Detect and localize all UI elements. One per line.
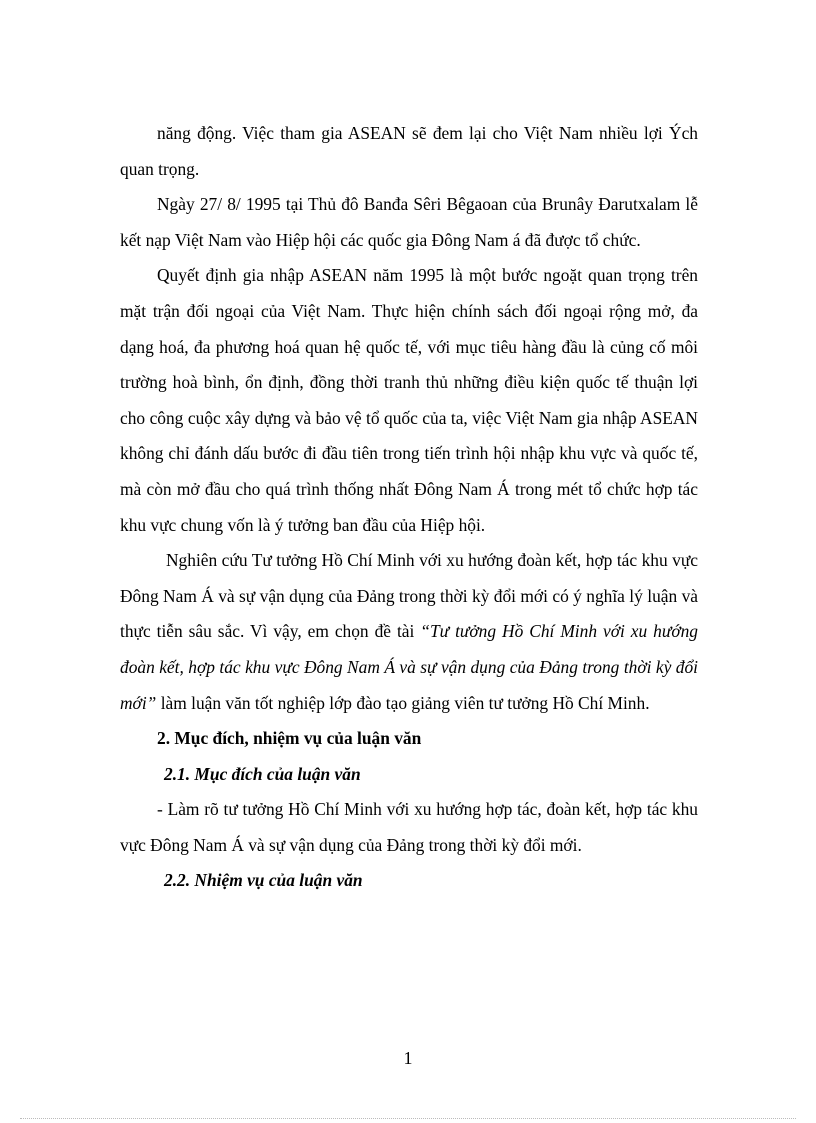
paragraph-thesis-topic <box>120 543 698 721</box>
page-number: 1 <box>403 1048 413 1068</box>
paragraph-admission-ceremony: Ngày 27/ 8/ 1995 tại Thủ đô Banđa Sêri Bêgaoan của Brunây Đarutxalam lễ kết nạp Việt Nam vào Hiệp hội các quốc gia Đông Nam á đã được tổ chức. <box>120 194 698 250</box>
thesis-intro-text: Nghiên cứu Tư tưởng Hồ Chí Minh với xu hướng đoàn kết, hợp tác khu vực Đông Nam Á và sự vận dụng của Đảng trong thời kỳ đổi mới có ý nghĩa lý luận và thực tiễn sâu sắc. Vì vậy, em chọn đề tài <box>120 550 698 642</box>
thesis-outro-text: làm luận văn tốt nghiệp lớp đào tạo giảng viên tư tưởng Hồ Chí Minh. <box>156 692 650 713</box>
page-body <box>120 116 698 899</box>
section-2-2-heading: 2.2. Nhiệm vụ của luận văn <box>164 870 363 891</box>
section-2-1-heading: 2.1. Mục đích của luận văn <box>164 763 361 784</box>
paragraph-asean-benefits: năng động. Việc tham gia ASEAN sẽ đem lại cho Việt Nam nhiều lợi Ých quan trọng. <box>120 123 698 179</box>
thesis-title: “Tư tưởng Hồ Chí Minh với xu hướng đoàn kết, hợp tác khu vực Đông Nam Á và sự vận dụng của Đảng trong thời kỳ đổi mới” <box>120 621 698 713</box>
paragraph-asean-decision: Quyết định gia nhập ASEAN năm 1995 là một bước ngoặt quan trọng trên mặt trận đối ngoại của Việt Nam. Thực hiện chính sách đối ngoại rộng mở, đa dạng hoá, đa phương hoá quan hệ quốc tế, với mục tiêu hàng đầu là củng cố môi trường hoà bình, ổn định, đồng thời tranh thủ những điều kiện quốc tế thuận lợi cho công cuộc xây dựng và bảo vệ tổ quốc của ta, việc Việt Nam gia nhập ASEAN không chỉ đánh dấu bước đi đầu tiên trong tiến trình hội nhập khu vực và quốc tế, mà còn mở đầu cho quá trình thống nhất Đông Nam Á trong mét tổ chức hợp tác khu vực chung vốn là ý tưởng ban đầu của Hiệp hội. <box>120 265 698 535</box>
page-bottom-divider <box>20 1118 796 1119</box>
section-2-1-text: - Làm rõ tư tưởng Hồ Chí Minh với xu hướng hợp tác, đoàn kết, hợp tác khu vực Đông Nam Á và sự vận dụng của Đảng trong thời kỳ đổi mới. <box>120 799 698 855</box>
section-2-heading: 2. Mục đích, nhiệm vụ của luận văn <box>157 728 422 749</box>
